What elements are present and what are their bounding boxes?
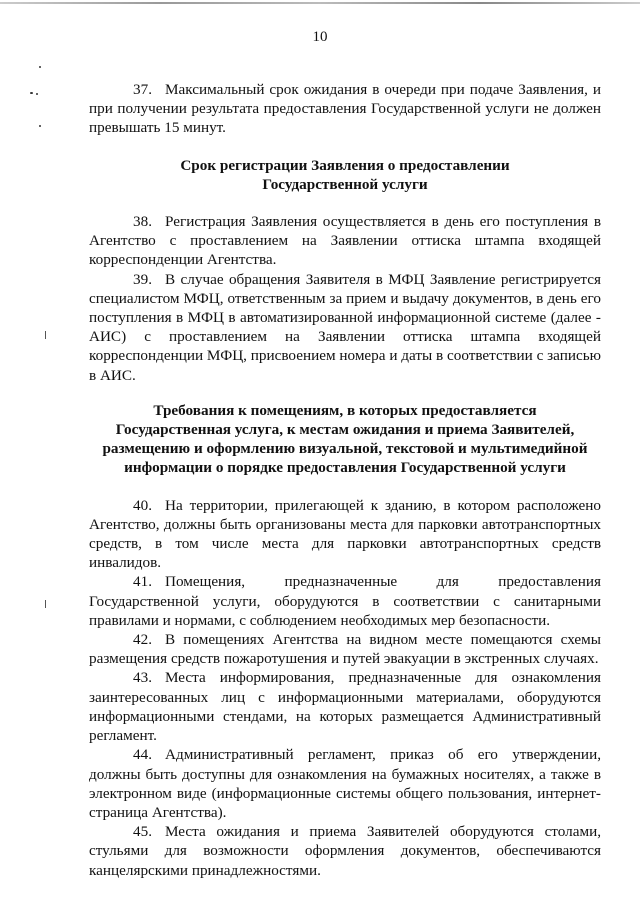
section-heading-registration <box>89 156 601 194</box>
paragraph-38 <box>89 212 601 270</box>
heading-line: размещению и оформлению визуальной, текстовой и мультимедийной <box>102 440 588 458</box>
heading-line: Государственная услуга, к местам ожидания и приема Заявителей, <box>115 421 575 439</box>
paragraph-text: Административный регламент, приказ об его утверждении, должны быть доступны для ознакомления на бумажных носителях, а также в электронном виде (информационные системы общего пользования, интернет-страница Агентства). <box>89 746 601 821</box>
paragraph-45 <box>89 822 601 880</box>
heading-line: информации о порядке предоставления Государственной услуги <box>124 459 566 477</box>
heading-line: Срок регистрации Заявления о предоставлении <box>180 156 510 174</box>
paragraph-text: Максимальный срок ожидания в очереди при подаче Заявления, и при получении результата предоставления Государственной услуги не должен превышать 15 минут. <box>89 81 601 137</box>
heading-line: Требования к помещениям, в которых предоставляется <box>153 401 537 419</box>
paragraph-40 <box>89 496 601 573</box>
paragraph-number: 45. <box>133 823 152 841</box>
paragraph-number: 38. <box>133 213 152 231</box>
paragraph-text: Регистрация Заявления осуществляется в день его поступления в Агентство с проставлением на Заявлении оттиска штампа входящей корреспонденции Агентства. <box>89 213 601 269</box>
heading-line: Государственной услуги <box>262 175 428 193</box>
paragraph-text: Места ожидания и приема Заявителей оборудуются столами, стульями для возможности оформления документов, обеспечиваются канцелярскими принадлежностями. <box>89 823 601 879</box>
paragraph-number: 43. <box>133 669 152 687</box>
scan-artifact-dot <box>36 93 38 95</box>
scan-artifact-dot <box>45 331 46 339</box>
paragraph-37 <box>89 80 601 138</box>
document-body <box>89 80 601 880</box>
paragraph-number: 40. <box>133 496 152 514</box>
scan-artifact-dot <box>39 66 41 68</box>
paragraph-44 <box>89 745 601 822</box>
paragraph-41 <box>89 572 601 630</box>
page-number: 10 <box>312 29 328 45</box>
scan-top-edge <box>0 2 640 4</box>
paragraph-42 <box>89 630 601 668</box>
paragraph-39 <box>89 270 601 385</box>
paragraph-number: 39. <box>133 270 152 288</box>
scan-artifact-dot <box>45 600 46 608</box>
paragraph-number: 41. <box>133 573 152 591</box>
scan-artifact-dot <box>39 125 41 127</box>
paragraph-text: На территории, прилегающей к зданию, в котором расположено Агентство, должны быть организованы места для парковки автотранспортных средств, в том числе места для парковки автотранспортных средств инвалидов. <box>89 496 601 572</box>
section-heading-premises <box>89 401 601 478</box>
paragraph-text: Помещения, предназначенные для предоставления Государственной услуги, оборудуются в соответствии с санитарными правилами и нормами, с соблюдением необходимых мер безопасности. <box>89 573 601 629</box>
paragraph-number: 44. <box>133 746 152 764</box>
paragraph-43 <box>89 668 601 745</box>
paragraph-text: Места информирования, предназначенные для ознакомления заинтересованных лиц с информационными материалами, оборудуются информационными стендами, на которых размещается Административный регламент. <box>89 669 601 745</box>
paragraph-number: 42. <box>133 631 152 649</box>
paragraph-text: В случае обращения Заявителя в МФЦ Заявление регистрируется специалистом МФЦ, ответственным за прием и выдачу документов, в день его поступления в МФЦ в автоматизированной информационной системе (далее - АИС) с проставлением на Заявлении оттиска штампа входящей корреспонденции МФЦ, присвоением номера и даты в соответствии с записью в АИС. <box>89 270 601 384</box>
scan-artifact-dot <box>30 92 33 94</box>
paragraph-text: В помещениях Агентства на видном месте помещаются схемы размещения средств пожаротушения и путей эвакуации в экстренных случаях. <box>89 631 601 668</box>
paragraph-number: 37. <box>133 81 152 98</box>
